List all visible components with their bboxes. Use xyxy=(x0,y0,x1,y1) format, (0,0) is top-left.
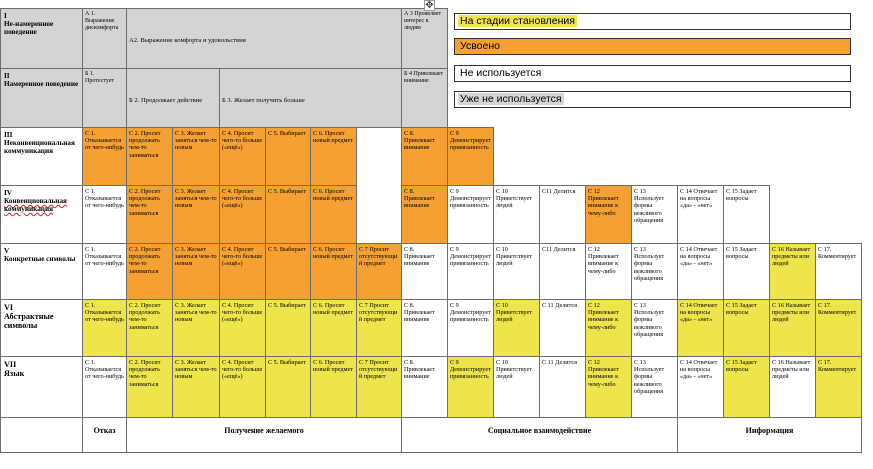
skill-cell-vi-c16: С 16 Называет предметы или людей xyxy=(769,299,816,357)
skill-cell-iii-c1: С 1. Отказывается от чего-нибудь xyxy=(82,127,127,186)
behavior-cell-i-c8: А 3 Проявляет интерес к людям xyxy=(401,8,448,69)
skill-cell-vii-c8: С 8. Привлекает внимание xyxy=(401,356,448,418)
skill-cell-iii-c2: С 2. Просит продолжать чем-то заниматься xyxy=(126,127,173,186)
skill-cell-v-c16: С 16 Называет предметы или людей xyxy=(769,243,816,300)
skill-cell-vii-c11: С 11 Делится xyxy=(539,356,586,418)
skill-cell-v-c9: С 9 Демонстрирует привязанность xyxy=(447,243,494,300)
skill-cell-v-c6: С 6. Просит новый предмет xyxy=(310,243,357,300)
skill-cell-vii-c9: С 9 Демонстрирует привязанность xyxy=(447,356,494,418)
skill-cell-vi-c10: С 10 Приветствует людей xyxy=(493,299,540,357)
row-number: IV xyxy=(4,189,12,197)
skill-cell-vii-c6: С 6. Просит новый предмет xyxy=(310,356,357,418)
skill-cell-vi-c8: С 8. Привлекает внимание xyxy=(401,299,448,357)
row-label: Абстрактные символы xyxy=(4,312,54,330)
row-label: Конвенциональная коммуникация xyxy=(4,197,67,213)
row-header-ii xyxy=(0,68,83,128)
skill-cell-iv-c11: С11 Делится xyxy=(539,185,586,244)
skill-cell-vi-c3: С 3. Желает заняться чем-то новым xyxy=(172,299,220,357)
skill-cell-vii-c17: С 17. Комментирует xyxy=(815,356,862,418)
skill-cell-iv-c6: С 6. Просит новый предмет xyxy=(310,185,357,244)
skill-cell-vi-c5: С 5. Выбирает xyxy=(265,299,311,357)
row-header-vi xyxy=(0,299,83,357)
skill-cell-vii-c14: С 14 Отвечает на вопросы «да» - «нет» xyxy=(677,356,724,418)
behavior-cell-i-c1: А 1. Выражение дискомфорта xyxy=(82,8,127,69)
skill-cell-iii-c3: С 3. Желает заняться чем-то новым xyxy=(172,127,220,186)
skill-cell-v-c8: С 8. Привлекает внимание xyxy=(401,243,448,300)
behavior-cell-ii-c8: Б 4 Привлекает внимание xyxy=(401,68,448,128)
skill-cell-v-c13: С 13 Использует формы вежливого обращения xyxy=(631,243,678,300)
row-header-vii xyxy=(0,356,83,418)
skill-cell-v-c10: С 10 Приветствует людей xyxy=(493,243,540,300)
skill-cell-vi-c17: С 17. Комментирует xyxy=(815,299,862,357)
footer-category-1: Получение желаемого xyxy=(126,417,402,453)
skill-cell-v-c15: С 15 Задает вопросы xyxy=(723,243,770,300)
skill-cell-vi-c12: С 12 Привлекает внимание к чему-либо xyxy=(585,299,632,357)
legend-mastered-label: Усвоено xyxy=(460,40,500,52)
skill-cell-vii-c12: С 12 Привлекает внимание к чему-либо xyxy=(585,356,632,418)
skill-cell-iv-c9: С 9 Демонстрирует привязанность xyxy=(447,185,494,244)
footer-category-2: Социальное взаимодействие xyxy=(401,417,678,453)
skill-cell-iv-c1: С 1. Отказывается от чего-нибудь xyxy=(82,185,127,244)
footer-category-0: Отказ xyxy=(82,417,127,453)
skill-cell-vi-c11: С 11 Делится xyxy=(539,299,586,357)
row-header-iii xyxy=(0,127,83,186)
skill-cell-iii-c4: С 4. Просит чего-то больше («ещё») xyxy=(219,127,266,186)
skill-cell-vii-c10: С 10 Приветствует людей xyxy=(493,356,540,418)
legend-emerging-label: На стадии становления xyxy=(460,15,575,27)
skill-cell-v-c3: С 3. Желает заняться чем-то новым xyxy=(172,243,220,300)
legend-mastered xyxy=(454,38,851,55)
skill-cell-iv-c2: С 2. Просит продолжать чем-то заниматься xyxy=(126,185,173,244)
skill-cell-vii-c3: С 3. Желает заняться чем-то новым xyxy=(172,356,220,418)
skill-cell-v-c1: С 1. Отказывается от чего-нибудь xyxy=(82,243,127,300)
legend-not-used xyxy=(454,65,851,82)
skill-cell-iv-c14: С 14 Отвечает на вопросы «да» - «нет» xyxy=(677,185,724,244)
skill-cell-vi-c6: С 6. Просит новый предмет xyxy=(310,299,357,357)
legend-no-longer-used xyxy=(454,91,851,108)
skill-cell-v-c12: С 12 Привлекает внимание к чему-либо xyxy=(585,243,632,300)
skill-cell-vi-c13: С 13 Использует формы вежливого обращения xyxy=(631,299,678,357)
behavior-cell-ii-c4: Б 3. Желает получить больше xyxy=(219,68,402,128)
behavior-cell-i-c2: А2. Выражение комфорта и удовольствия xyxy=(126,8,402,69)
skill-cell-iv-c10: С 10 Приветствует людей xyxy=(493,185,540,244)
row-number: II xyxy=(4,72,10,80)
skill-cell-iv-c12: С 12 Привлекает внимание к чему-либо xyxy=(585,185,632,244)
footer-empty-cell xyxy=(0,417,83,453)
skill-cell-vii-c13: С 13 Использует формы вежливого обращения xyxy=(631,356,678,418)
skill-cell-vii-c1: С 1. Отказывается от чего-нибудь xyxy=(82,356,127,418)
skill-cell-v-c2: С 2. Просит продолжать чем-то заниматься xyxy=(126,243,173,300)
row-label: Намеренное поведение xyxy=(4,80,79,88)
legend-not-used-label: Не используется xyxy=(460,67,542,79)
skill-cell-iii-c5: С 5. Выбирает xyxy=(265,127,311,186)
skill-cell-iv-c5: С 5. Выбирает xyxy=(265,185,311,244)
legend-emerging xyxy=(454,13,851,30)
row-label: Не-намеренное поведение xyxy=(4,20,54,36)
skill-cell-vii-c15: С 15 Задает вопросы xyxy=(723,356,770,418)
skill-cell-vii-c4: С 4. Просит чего-то больше («ещё») xyxy=(219,356,266,418)
skill-cell-v-c5: С 5. Выбирает xyxy=(265,243,311,300)
skill-cell-vi-c14: С 14 Отвечает на вопросы «да» - «нет» xyxy=(677,299,724,357)
row-header-v xyxy=(0,243,83,300)
skill-cell-vii-c7: С 7 Просит отсутствующий предмет xyxy=(356,356,402,418)
skill-cell-iv-c15: С 15 Задает вопросы xyxy=(723,185,770,244)
row-number: VI xyxy=(4,303,14,312)
skill-cell-vi-c7: С 7 Просит отсутствующий предмет xyxy=(356,299,402,357)
row-number: III xyxy=(4,131,13,139)
behavior-cell-ii-c2: Б 2. Продолжает действие xyxy=(126,68,220,128)
skill-cell-vii-c2: С 2. Просит продолжать чем-то заниматься xyxy=(126,356,173,418)
skill-cell-iii-c6: С 6. Просит новый предмет xyxy=(310,127,357,186)
skill-cell-iii-c8: С 8. Привлекает внимание xyxy=(401,127,448,186)
skill-cell-v-c17: С 17. Комментирует xyxy=(815,243,862,300)
skill-cell-v-c11: С11 Делится xyxy=(539,243,586,300)
row-header-iv xyxy=(0,185,83,244)
skill-cell-vi-c15: С 15 Задает вопросы xyxy=(723,299,770,357)
skill-cell-v-c7: С 7 Просит отсутствующий предмет xyxy=(356,243,402,300)
row-label: Конкретные символы xyxy=(4,255,76,263)
skill-cell-iv-c4: С 4. Просит чего-то больше («ещё») xyxy=(219,185,266,244)
skill-cell-iii-c9: С 9 Демонстрирует привязанность xyxy=(447,127,494,186)
skill-cell-iv-c8: С 8. Привлекает внимание xyxy=(401,185,448,244)
row-number: I xyxy=(4,12,7,20)
skill-cell-vii-c5: С 5. Выбирает xyxy=(265,356,311,418)
skill-cell-v-c4: С 4. Просит чего-то больше («ещё») xyxy=(219,243,266,300)
skill-cell-iv-c13: С 13 Использует формы вежливого обращения xyxy=(631,185,678,244)
row-number: VII xyxy=(4,360,17,369)
behavior-cell-ii-c1: Б 1. Протестует xyxy=(82,68,127,128)
skill-cell-vi-c1: С 1. Отказывается от чего-нибудь xyxy=(82,299,127,357)
row-header-i xyxy=(0,8,83,69)
row-label: Язык xyxy=(4,369,25,378)
row-number: V xyxy=(4,247,10,255)
skill-cell-vi-c9: С 9 Демонстрирует привязанность xyxy=(447,299,494,357)
row-label: Неконвенциональная коммуникация xyxy=(4,139,75,155)
footer-category-3: Информация xyxy=(677,417,862,453)
skill-cell-vii-c16: С 16 Называет предметы или людей xyxy=(769,356,816,418)
move-arrows-icon[interactable]: ✥ xyxy=(425,0,434,11)
skill-cell-vi-c2: С 2. Просит продолжать чем-то заниматься xyxy=(126,299,173,357)
skill-cell-iv-c3: С 3. Желает заняться чем-то новым xyxy=(172,185,220,244)
legend-no-longer-used-label: Уже не используется xyxy=(460,93,562,105)
skill-cell-v-c14: С 14 Отвечает на вопросы «да» - «нет» xyxy=(677,243,724,300)
skill-cell-vi-c4: С 4. Просит чего-то больше («ещё») xyxy=(219,299,266,357)
